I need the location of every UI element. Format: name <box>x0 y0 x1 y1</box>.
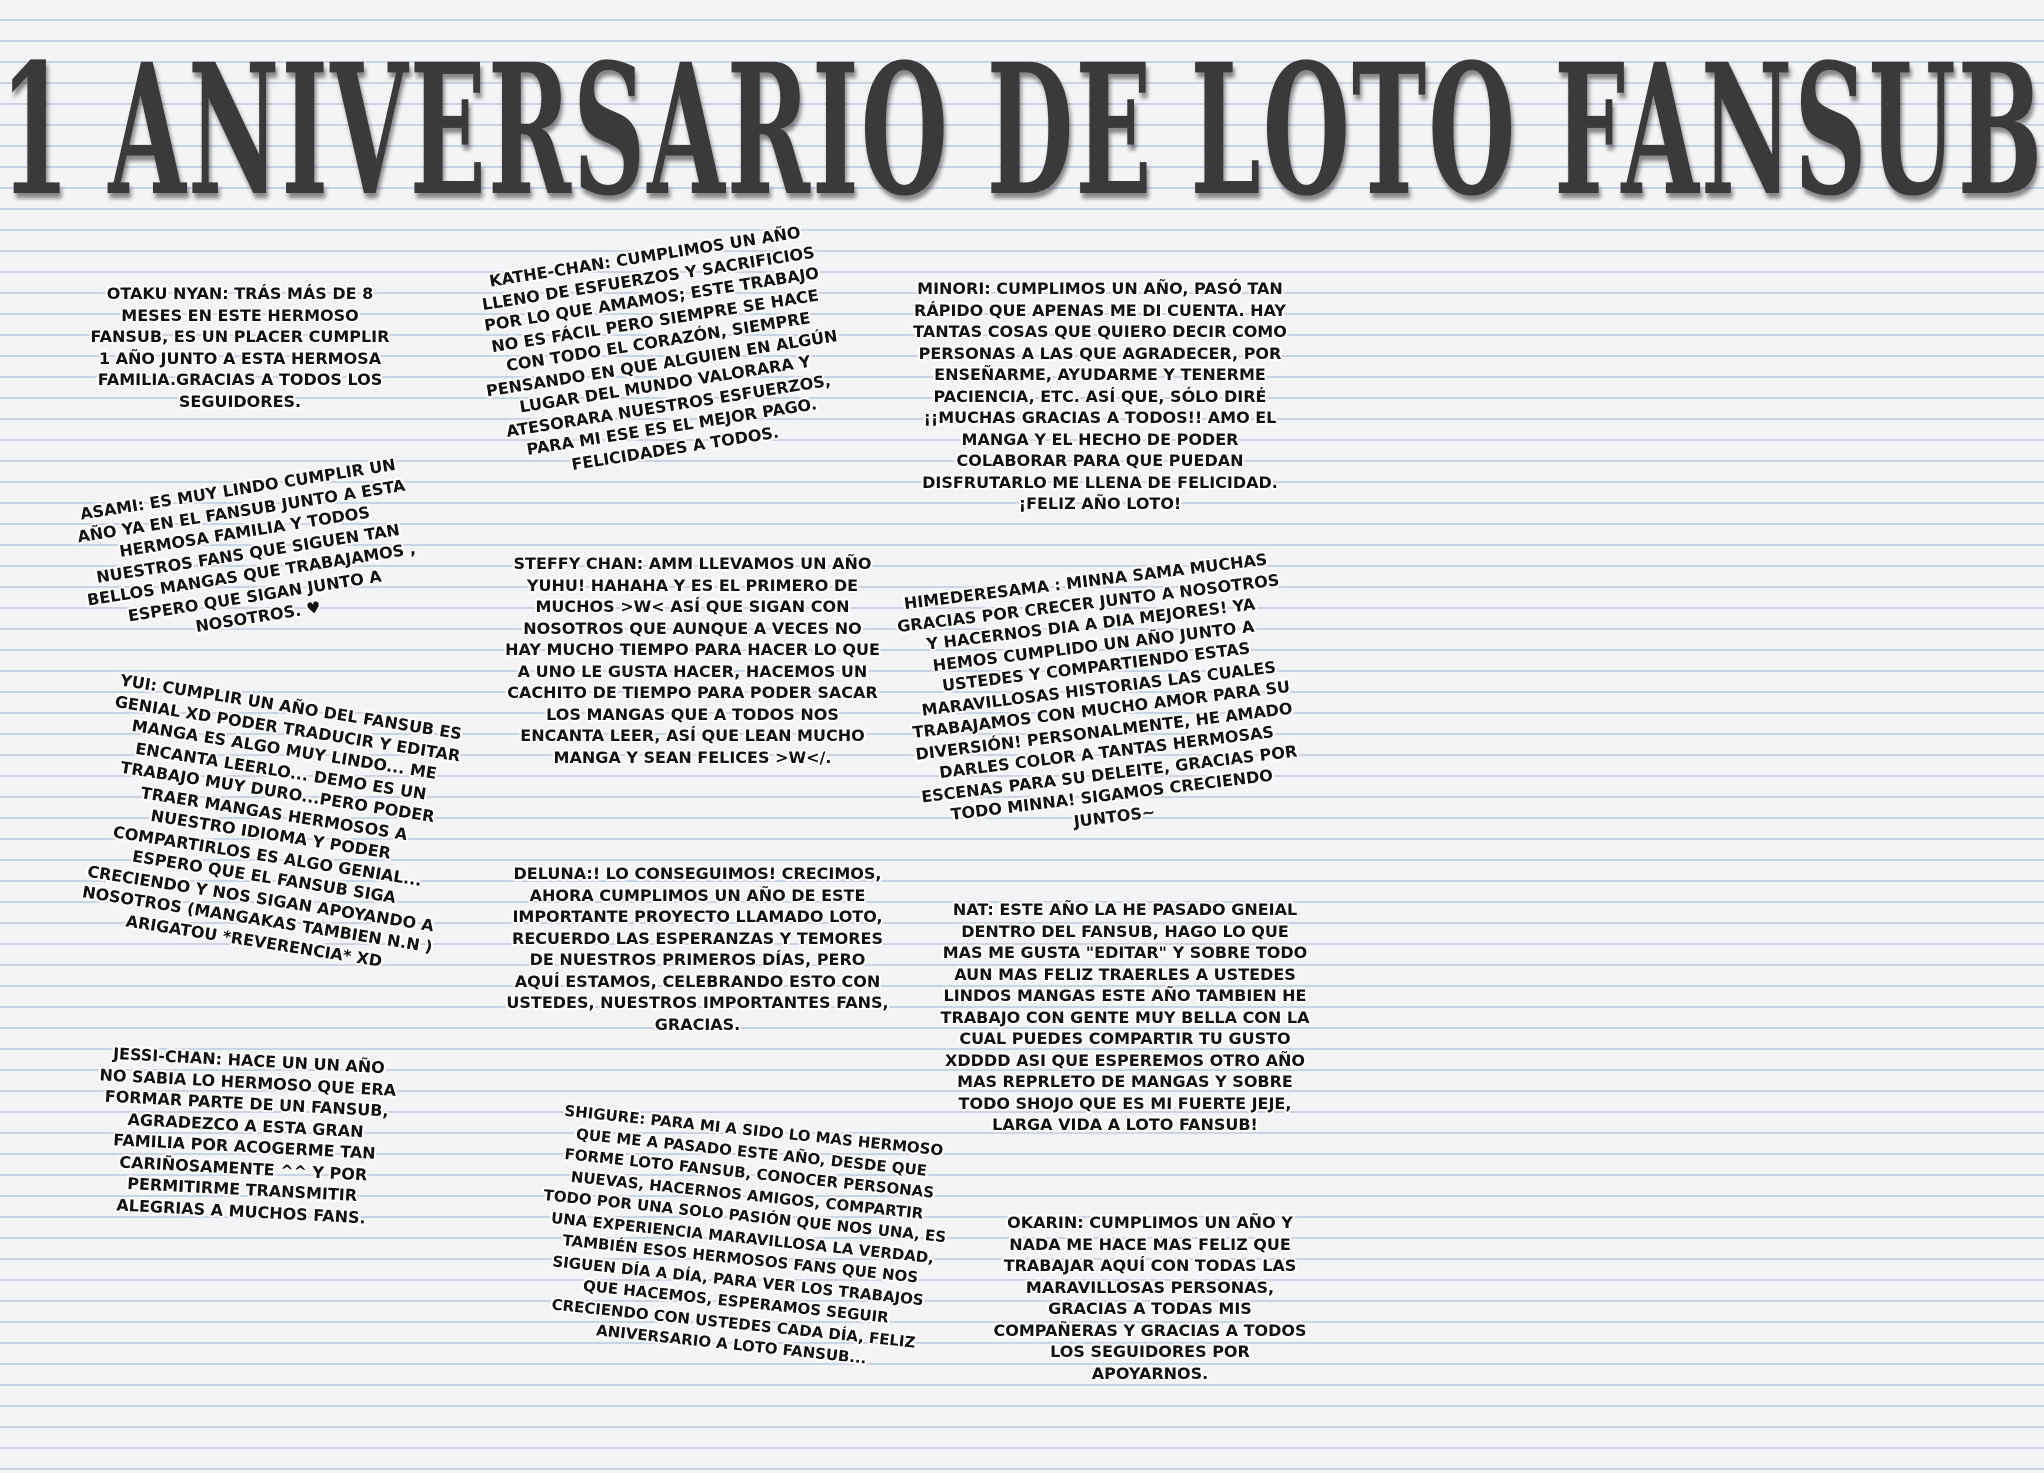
message-kathe-chan: KATHE-CHAN: CUMPLIMOS UN AÑO LLENO DE ESFUERZOS Y SACRIFICIOS POR LO QUE AMAMOS; ESTE TRABAJO NO ES FÁCIL PERO SIEMPRE SE HACE CON TODO EL CORAZÓN, SIEMPRE PENSANDO EN QUE ALGUIEN EN ALGÚN LUGAR DEL MUNDO VALORARA Y ATESORARA NUESTROS ESFUERZOS, PARA MI ESE ES EL MEJOR PAGO. FELICIDADES A TODOS. <box>480 222 839 474</box>
page-title <box>0 23 2044 237</box>
message-asami: ASAMI: ES MUY LINDO CUMPLIR UN AÑO YA EN EL FANSUB JUNTO A ESTA HERMOSA FAMILIA Y TODOS NUESTROS FANS QUE SIGUEN TAN BELLOS MANGAS QUE TRABAJAMOS , ESPERO QUE SIGAN JUNTO A NOSOTROS. ♥ <box>75 454 417 636</box>
message-jessi-chan: JESSI-CHAN: HACE UN UN AÑO NO SABIA LO HERMOSO QUE ERA FORMAR PARTE DE UN FANSUB, AGRADEZCO A ESTA GRAN FAMILIA POR ACOGERME TAN CARIÑOSAMENTE ^^ Y POR PERMITIRME TRANSMITIR ALEGRIAS A MUCHOS FANS. <box>99 1043 397 1227</box>
message-shigure: SHIGURE: PARA MI A SIDO LO MAS HERMOSO QUE ME A PASADO ESTE AÑO, DESDE QUE FORME LOTO FANSUB, CONOCER PERSONAS NUEVAS, HACERNOS AMIGOS, COMPARTIR TODO POR UNA SOLO PASIÓN QUE NOS UNA, ES UNA EXPERIENCIA MARAVILLOSA LA VERDAD, TAMBIÉN ESOS HERMOSOS FANS QUE NOS SIGUEN DÍA A DÍA, PARA VER LOS TRABAJOS QUE HACEMOS, ESPERAMOS SEGUIR CRECIENDO CON USTEDES CADA DÍA, FELIZ ANIVERSARIO A LOTO FANSUB... <box>542 1101 947 1368</box>
message-deluna: DELUNA:! LO CONSEGUIMOS! CRECIMOS, AHORA CUMPLIMOS UN AÑO DE ESTE IMPORTANTE PROYECTO LLAMADO LOTO, RECUERDO LAS ESPERANZAS Y TEMORES DE NUESTROS PRIMEROS DÍAS, PERO AQUÍ ESTAMOS, CELEBRANDO ESTO CON USTEDES, NUESTROS IMPORTANTES FANS, GRACIAS. <box>506 864 889 1034</box>
message-otaku-nyan: OTAKU NYAN: TRÁS MÁS DE 8 MESES EN ESTE HERMOSO FANSUB, ES UN PLACER CUMPLIR 1 AÑO JUNTO A ESTA HERMOSA FAMILIA.GRACIAS A TODOS LOS SEGUIDORES. <box>90 284 390 411</box>
message-minori: MINORI: CUMPLIMOS UN AÑO, PASÓ TAN RÁPIDO QUE APENAS ME DI CUENTA. HAY TANTAS COSAS QUE QUIERO DECIR COMO PERSONAS A LAS QUE AGRADECER, POR ENSEÑARME, AYUDARME Y TENERME PACIENCIA, ETC. ASÍ QUE, SÓLO DIRÉ ¡¡MUCHAS GRACIAS A TODOS!! AMO EL MANGA Y EL HECHO DE PODER COLABORAR PARA QUE PUEDAN DISFRUTARLO ME LLENA DE FELICIDAD. ¡FELIZ AÑO LOTO! <box>913 279 1287 513</box>
message-okarin: OKARIN: CUMPLIMOS UN AÑO Y NADA ME HACE MAS FELIZ QUE TRABAJAR AQUÍ CON TODAS LAS MARAVILLOSAS PERSONAS, GRACIAS A TODAS MIS COMPAÑERAS Y GRACIAS A TODOS LOS SEGUIDORES POR APOYARNOS. <box>993 1213 1307 1383</box>
message-himederesama: HIMEDERESAMA : MINNA SAMA MUCHAS GRACIAS POR CRECER JUNTO A NOSOTROS Y HACERNOS DIA A DIA MEJORES! YA HEMOS CUMPLIDO UN AÑO JUNTO A USTEDES Y COMPARTIENDO ESTAS MARAVILLOSAS HISTORIAS LAS CUALES TRABAJAMOS CON MUCHO AMOR PARA SU DIVERSIÓN! PERSONALMENTE, HE AMADO DARLES COLOR A TANTAS HERMOSAS ESCENAS PARA SU DELEITE, GRACIAS POR TODO MINNA! SIGAMOS CRECIENDO JUNTOS~ <box>896 549 1299 831</box>
message-yui: YUI: CUMPLIR UN AÑO DEL FANSUB ES GENIAL XD PODER TRADUCIR Y EDITAR MANGA ES ALGO MUY LINDO... ME ENCANTA LEERLO... DEMO ES UN TRABAJO MUY DURO...PERO PODER TRAER MANGAS HERMOSOS A NUESTRO IDIOMA Y PODER COMPARTIRLOS ES ALGO GENIAL... ESPERO QUE EL FANSUB SIGA CRECIENDO Y NOS SIGAN APOYANDO A NOSOTROS (MANGAKAS TAMBIEN N.N ) ARIGATOU *REVERENCIA* XD <box>80 670 464 971</box>
page-title-text: 1 ANIVERSARIO DE LOTO FANSUB <box>0 23 2044 237</box>
message-nat: NAT: ESTE AÑO LA HE PASADO GNEIAL DENTRO DEL FANSUB, HAGO LO QUE MAS ME GUSTA "EDITAR" Y SOBRE TODO AUN MAS FELIZ TRAERLES A USTEDES LINDOS MANGAS ESTE AÑO TAMBIEN HE TRABAJO CON GENTE MUY BELLA CON LA CUAL PUEDES COMPARTIR TU GUSTO XDDDD ASI QUE ESPEREMOS OTRO AÑO MAS REPRLETO DE MANGAS Y SOBRE TODO SHOJO QUE ES MI FUERTE JEJE, LARGA VIDA A LOTO FANSUB! <box>940 900 1310 1134</box>
message-steffy-chan: STEFFY CHAN: AMM LLEVAMOS UN AÑO YUHU! HAHAHA Y ES EL PRIMERO DE MUCHOS >W< ASÍ QUE SIGAN CON NOSOTROS QUE AUNQUE A VECES NO HAY MUCHO TIEMPO PARA HACER LO QUE A UNO LE GUSTA HACER, HACEMOS UN CACHITO DE TIEMPO PARA PODER SACAR LOS MANGAS QUE A TODOS NOS ENCANTA LEER, ASÍ QUE LEAN MUCHO MANGA Y SEAN FELICES >W</. <box>505 554 880 767</box>
